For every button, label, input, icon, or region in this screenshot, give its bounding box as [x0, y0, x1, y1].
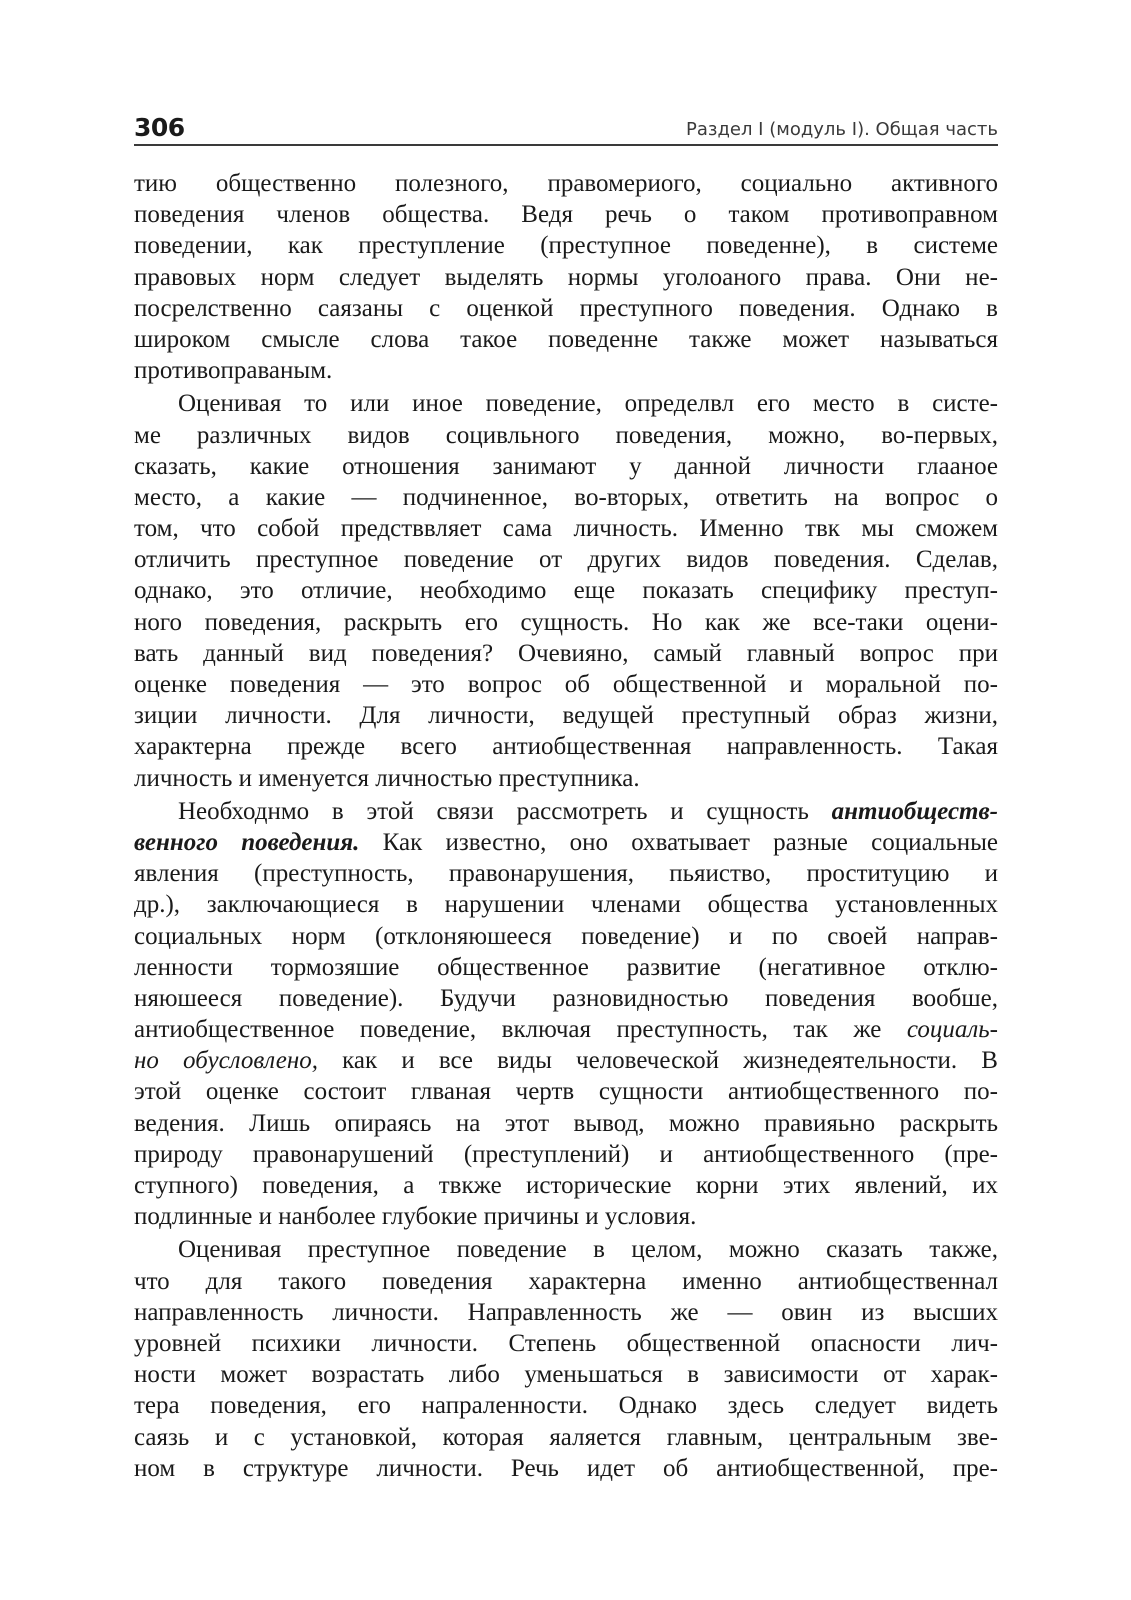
text-line: няюшееся поведение). Будучи разновидностью поведения вообше, [134, 984, 998, 1012]
text-line: правовых норм следует выделять нормы уголоаного права. Они не- [134, 263, 998, 291]
text-line: зиции личности. Для личности, ведущей преступный образ жизни, [134, 702, 998, 730]
text-line: уровней психики личности. Степень общественной опасности лич- [134, 1329, 998, 1357]
text-line: ности может возрастать либо уменьшаться в зависимости от харак- [134, 1361, 998, 1389]
text-line: том, что собой предстввляет сама личность. Именно твк мы сможем [134, 515, 998, 543]
running-head: Раздел I (модуль I). Общая часть [685, 119, 998, 140]
text-run: Необходнмо в этой связи рассмотреть и сущность [178, 797, 832, 825]
text-line: ном в структуре личности. Речь идет об антиобщественной, пре- [134, 1454, 998, 1482]
emphasized-term: социаль- [906, 1016, 998, 1044]
text-line: тера поведения, его напраленности. Однако здесь следует видеть [134, 1392, 998, 1420]
text-line [134, 1014, 998, 1045]
text-line: однако, это отличие, необходимо еще показать специфику преступ- [134, 577, 998, 605]
text-line: вать данный вид поведения? Очевияно, самый главный вопрос при [134, 639, 998, 667]
text-line: ведения. Лишь опираясь на этот вывод, можно правияьно раскрыть [134, 1109, 998, 1137]
paragraph-3 [134, 796, 998, 1233]
text-line [134, 796, 998, 827]
text-line: противоправаным. [134, 357, 333, 385]
text-line: ме различных видов социвльного поведения, можно, во-первых, [134, 421, 998, 449]
text-line: характерна прежде всего антиобщественная направленность. Такая [134, 733, 998, 761]
text-line: широком смысле слова такое поведенне также может называться [134, 325, 998, 353]
text-line: сказать, какие отношения занимают у данной личности глааное [134, 452, 998, 480]
text-line: направленность личности. Направленность же — овин из высших [134, 1298, 998, 1326]
page-header [134, 110, 998, 146]
text-line: саязь и с установкой, которая яаляется главным, центральным зве- [134, 1423, 998, 1451]
text-line: Оценивая преступное поведение в целом, можно сказать также, [178, 1236, 998, 1264]
paragraph-2 [134, 388, 998, 793]
text-run: как и все виды человеческой жизнедеятельности. В [318, 1047, 998, 1075]
text-line: явления (преступность, правонарушения, пьяиство, проституцию и [134, 860, 998, 888]
text-line: оценке поведения — это вопрос об общественной и моральной по- [134, 671, 998, 698]
text-line: природу правонарушений (преступлений) и антиобщественного (пре- [134, 1140, 998, 1168]
text-line: место, а какие — подчиненное, во-вторых, ответить на вопрос о [134, 483, 998, 511]
text-line: поведении, как преступление (преступное поведенне), в системе [134, 232, 998, 260]
text-line: этой оценке состоит глваная чертв сущности антиобщественного по- [134, 1078, 998, 1106]
text-line [134, 1045, 998, 1076]
text-line: посрелственно саязаны с оценкой преступного поведения. Однако в [134, 294, 998, 322]
paragraph-1 [134, 168, 998, 386]
text-line: тию общественно полезного, правомериого, социально активного [134, 170, 998, 197]
text-line: что для такого поведения характерна именно антиобщественнал [134, 1267, 998, 1295]
emphasized-term: но обусловлено, [134, 1047, 318, 1075]
text-line: ленности тормозяшие общественное развитие (негативное отклю- [134, 953, 998, 981]
text-line: личность и именуется личностью преступника. [134, 764, 640, 792]
text-line: ного поведения, раскрыть его сущность. Но как же все-таки оцени- [134, 608, 998, 636]
text-line: социальных норм (отклоняюшееся поведение) и по своей направ- [134, 922, 998, 950]
text-line: отличить преступное поведение от других видов поведения. Сделав, [134, 546, 998, 574]
text-line: др.), заключающиеся в нарушении членами общества установленных [134, 891, 998, 919]
text-line: подлинные и нанболее глубокие причины и условия. [134, 1203, 697, 1231]
page-number: 306 [134, 113, 185, 142]
emphasized-term: венного поведения. [134, 828, 360, 856]
text-line [134, 827, 998, 858]
text-line: Оценивая то или иное поведение, определвл его место в систе- [178, 390, 998, 418]
text-line: ступного) поведения, а твкже исторические корни этих явлений, их [134, 1172, 998, 1199]
emphasized-term: антиобществ- [831, 797, 998, 825]
text-line: поведения членов общества. Ведя речь о таком противоправном [134, 201, 998, 229]
text-run: антиобщественное поведение, включая преступность, так же [134, 1016, 907, 1044]
body-text [134, 168, 998, 1486]
paragraph-4 [134, 1234, 998, 1484]
text-run: Как известно, оно охватывает разные социальные [359, 828, 998, 856]
